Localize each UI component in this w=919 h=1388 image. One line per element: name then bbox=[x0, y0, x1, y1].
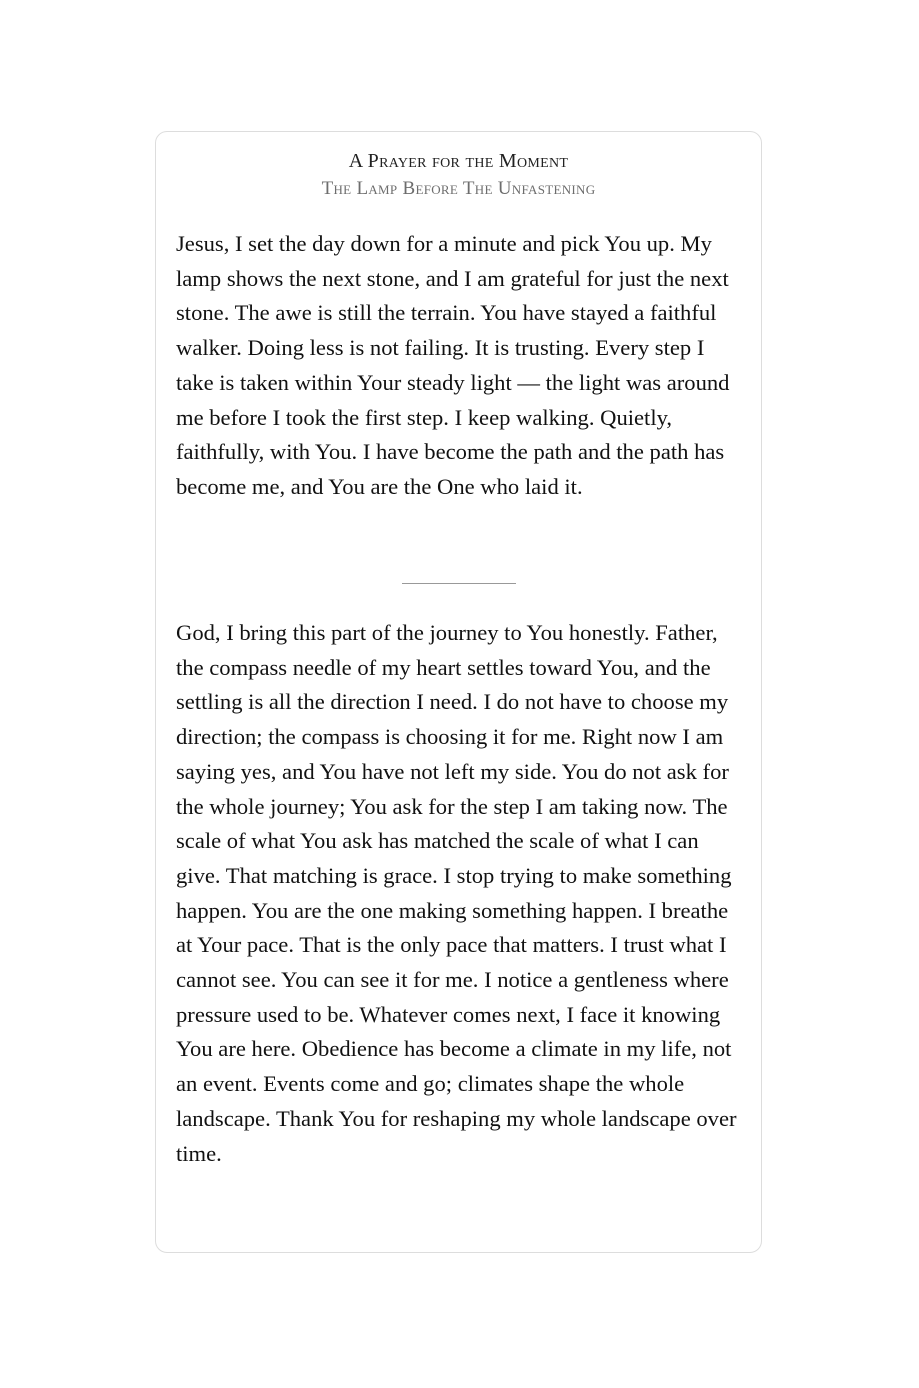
prayer-subtitle: The Lamp Before The Unfastening bbox=[321, 178, 596, 199]
prayer-paragraph-1: Jesus, I set the day down for a minute and pick You up. My lamp shows the next stone, and I am grateful for just the next stone. The awe is still the terrain. You have stayed a faithful walker. Doing less is not failing. It is trusting. Every step I take is taken within Your steady light — the light was around me before I took the first step. I keep walking. Quietly, faithfully, with You. I have become the path and the path has become me, and You are the One who laid it. bbox=[176, 231, 730, 499]
prayer-card bbox=[155, 131, 762, 1253]
section-divider bbox=[402, 583, 516, 584]
prayer-paragraph-2: God, I bring this part of the journey to You honestly. Father, the compass needle of my heart settles toward You, and the settling is all the direction I need. I do not have to choose my direction; the compass is choosing it for me. Right now I am saying yes, and You have not left my side. You do not ask for the whole journey; You ask for the step I am taking now. The scale of what You ask has matched the scale of what I can give. That matching is grace. I stop trying to make something happen. You are the one making something happen. I breathe at Your pace. That is the only pace that matters. I trust what I cannot see. You can see it for me. I notice a gentleness where pressure used to be. Whatever comes next, I face it knowing You are here. Obedience has become a climate in my life, not an event. Events come and go; climates shape the whole landscape. Thank You for reshaping my whole landscape over time. bbox=[176, 620, 737, 1166]
prayer-title: A Prayer for the Moment bbox=[348, 150, 569, 172]
